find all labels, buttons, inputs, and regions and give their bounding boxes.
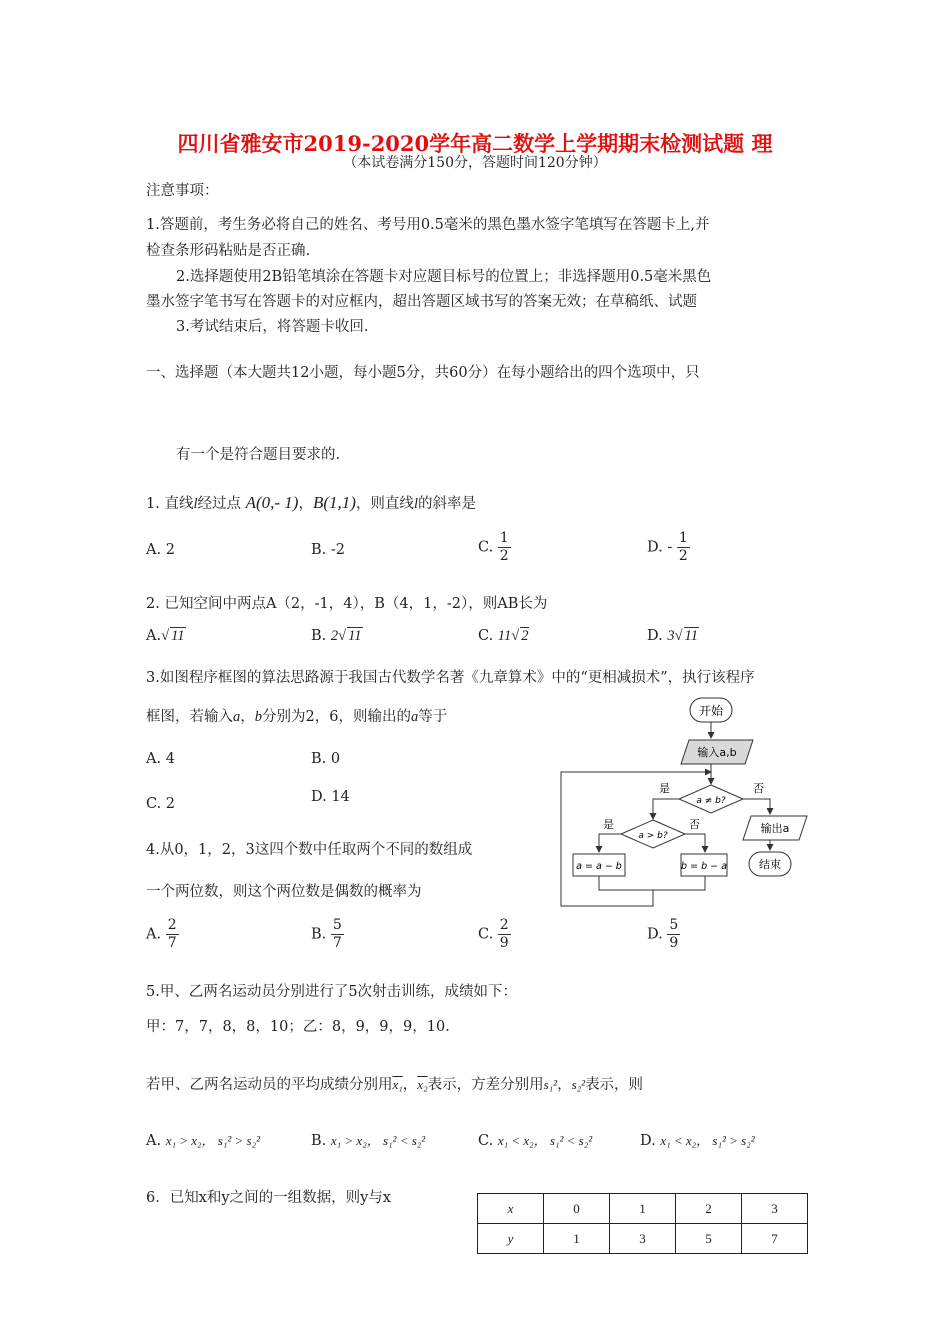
question-1-option-b: B. -2 [311,542,345,558]
question-5-option-d: D. x₁ < x₂， s₁² > s₂² [640,1133,755,1149]
flowchart-box-left-label: a = a − b [576,861,622,872]
table-cell: 7 [742,1224,808,1254]
question-5-option-c: C. x₁ < x₂， s₁² < s₂² [478,1133,593,1149]
question-5-stem-1: 5.甲、乙两名运动员分别进行了5次射击训练，成绩如下： [146,984,518,1000]
table-cell: 3 [610,1224,676,1254]
page-subtitle: （本试卷满分150分，答题时间120分钟） [343,155,607,171]
flowchart-box-right-label: b = b − a [681,861,727,872]
question-2-option-b: B. 2√ 11 [311,628,362,644]
table-row [478,1194,808,1224]
flowchart-input-label: 输入a,b [697,746,737,759]
question-5-option-b: B. x₁ > x₂， s₁² < s₂² [311,1133,426,1149]
question-5-stem-2: 甲：7，7，8，8，10；乙：8，9，9，9，10. [146,1019,450,1035]
table-header-y: y [478,1224,544,1254]
question-2-stem: 2. 已知空间中两点A（2，-1，4），B（4，1，-2），则AB长为 [146,596,548,612]
flowchart-condition-2-label: a > b? [638,831,668,841]
notice-item-2b: 墨水签字笔书写在答题卡的对应框内，超出答题区域书写的答案无效；在草稿纸、试题 [146,294,697,310]
flowchart-no-1: 否 [753,782,764,795]
table-row [478,1224,808,1254]
section-heading-cont: 有一个是符合题目要求的. [176,447,341,463]
question-1-stem: 1. 直线l经过点 A(0,- 1)，B(1,1)，则直线l的斜率是 [146,493,476,512]
table-cell: 0 [544,1194,610,1224]
flowchart-output-label: 输出a [760,822,790,835]
notice-item-3: 3.考试结束后，将答题卡收回. [176,319,369,335]
notice-item-1b: 检查条形码粘贴是否正确. [146,243,311,259]
notice-item-1a: 1.答题前，考生务必将自己的姓名、考号用0.5毫米的黑色墨水签字笔填写在答题卡上,并 [146,217,710,233]
question-4-option-c: C. $\frac{2}{9}$ [478,917,509,951]
flowchart-no-2: 否 [689,818,700,831]
flowchart-start-label: 开始 [698,704,724,718]
notice-heading: 注意事项： [146,183,219,199]
question-5-option-a: A. x₁ > x₂， s₁² > s₂² [146,1133,261,1149]
flowchart-end-label: 结束 [759,858,781,871]
notice-item-2a: 2.选择题使用2B铅笔填涂在答题卡对应题目标号的位置上；非选择题用0.5毫米黑色 [176,269,712,285]
question-4-option-d: D. $\frac{5}{9}$ [647,917,679,951]
question-3-option-a: A. 4 [146,751,175,767]
question-4-option-a: A. $\frac{2}{7}$ [146,917,177,951]
table-cell: 2 [676,1194,742,1224]
question-3-stem-1: 3.如图程序框图的算法思路源于我国古代数学名著《九章算术》中的“更相减损术”，执行该程序 [146,670,755,686]
section-heading: 一、选择题（本大题共12小题，每小题5分，共60分）在每小题给出的四个选项中，只 [146,365,700,381]
question-3-stem-2: 框图，若输入a，b分别为2，6，则输出的a等于 [146,709,448,725]
flowchart [555,692,815,912]
data-table [477,1193,808,1254]
question-3-option-b: B. 0 [311,751,341,767]
flowchart-yes-2: 是 [603,818,614,831]
table-cell: 1 [544,1224,610,1254]
table-header-x: x [478,1194,544,1224]
table-cell: 1 [610,1194,676,1224]
flowchart-condition-1-label: a ≠ b? [696,796,726,806]
question-2-option-d: D. 3√ 11 [647,628,698,644]
question-3-option-d: D. 14 [311,789,350,805]
question-1-option-d: D. - $\frac{1}{2}$ [647,530,688,564]
flowchart-yes-1: 是 [659,782,670,795]
table-cell: 3 [742,1194,808,1224]
question-4-stem-2: 一个两位数，则这个两位数是偶数的概率为 [146,884,422,900]
question-2-option-a: A.√ 11 [146,628,185,644]
table-cell: 5 [676,1224,742,1254]
question-4-option-b: B. $\frac{5}{7}$ [311,917,342,951]
question-4-stem-1: 4.从0，1，2，3这四个数中任取两个不同的数组成 [146,842,473,858]
page-title: 四川省雅安市2019-2020学年高二数学上学期期末检测试题 理 [177,131,773,156]
question-2-option-c: C. 11√ 2 [478,628,529,644]
question-3-option-c: C. 2 [146,796,176,812]
question-1-option-a: A. 2 [146,542,175,558]
question-5-stem-3: 若甲、乙两名运动员的平均成绩分别用x₁，x₂表示，方差分别用s₁²，s₂²表示，则 [146,1077,644,1093]
question-1-option-c: C. $\frac{1}{2}$ [478,530,509,564]
question-6-stem: 6．已知x和y之间的一组数据，则y与x [146,1190,391,1206]
